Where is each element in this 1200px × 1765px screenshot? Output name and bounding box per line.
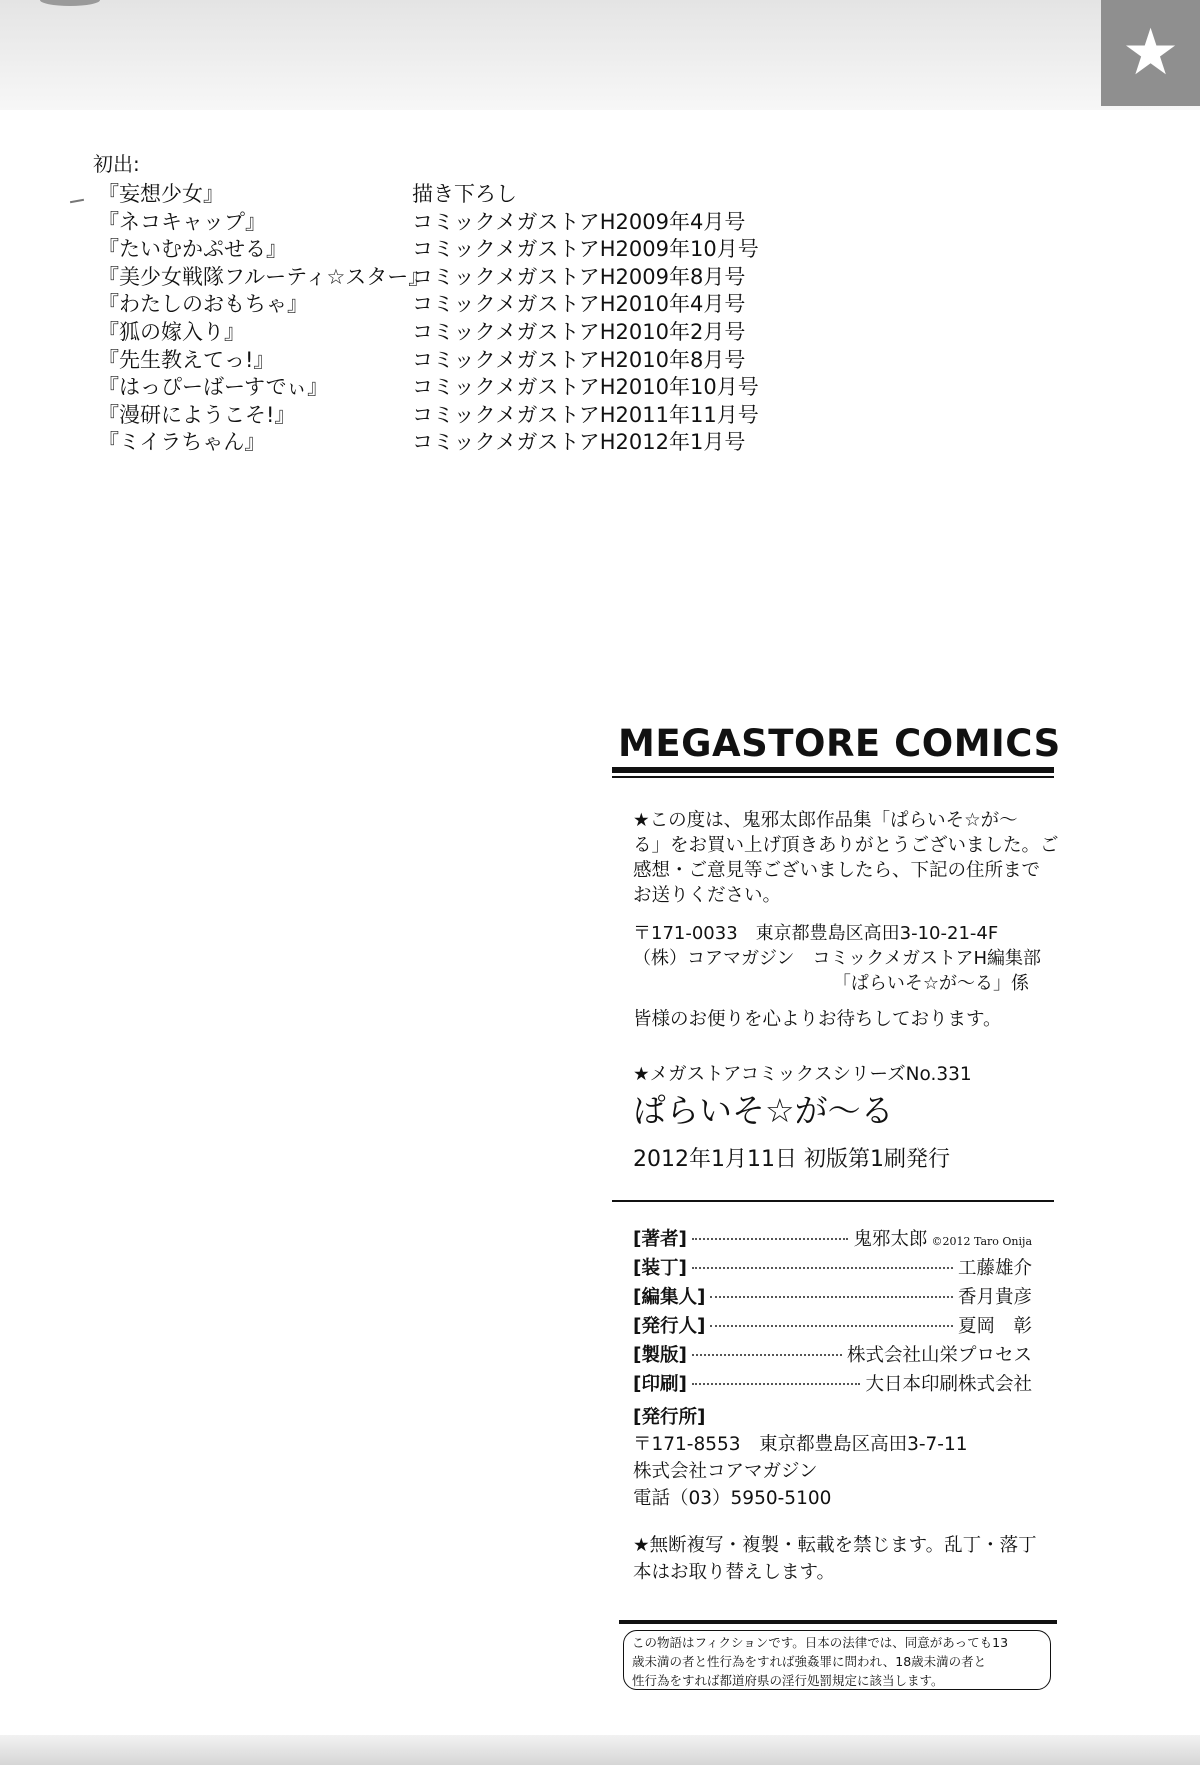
- story-source: コミックメガストアH2010年10月号: [412, 375, 759, 400]
- story-title: 『漫研にようこそ!』: [98, 402, 296, 427]
- address-line: （株）コアマガジン コミックメガストアH編集部: [633, 948, 1042, 969]
- copyright-mark: ©2012 Taro Onija: [931, 1235, 1032, 1248]
- story-title: 『わたしのおもちゃ』: [98, 292, 308, 317]
- story-title: 『はっぴーばーすでぃ』: [98, 375, 329, 400]
- fiction-notice-box: [623, 1630, 1051, 1690]
- credit-row: [633, 1283, 1032, 1312]
- story-source: コミックメガストアH2009年8月号: [412, 264, 746, 289]
- credit-value: 大日本印刷株式会社: [865, 1374, 1032, 1395]
- bottom-scan-band: [0, 1735, 1200, 1765]
- credit-label: [編集人]: [633, 1287, 706, 1308]
- address-line: 「ぱらいそ☆が〜る」係: [832, 973, 1029, 994]
- credit-row: [633, 1370, 1032, 1399]
- fiction-line: 性行為をすれば都道府県の淫行処罰規定に該当します。: [632, 1673, 944, 1688]
- logo-rule-thick: [612, 767, 1054, 773]
- credit-label: [製版]: [633, 1345, 687, 1366]
- story-source: コミックメガストアH2010年4月号: [412, 292, 746, 317]
- credits-list: [633, 1225, 1032, 1399]
- story-source: コミックメガストアH2011年11月号: [412, 402, 759, 427]
- star-icon: ★: [1121, 16, 1180, 90]
- thanks-line: 感想・ご意見等ございましたら、下記の住所まで: [633, 860, 1041, 881]
- leader-dots: [692, 1354, 842, 1356]
- credit-value: 夏岡 彰: [957, 1316, 1032, 1337]
- credit-label: [印刷]: [633, 1374, 687, 1395]
- credit-row: [633, 1341, 1032, 1370]
- story-source: コミックメガストアH2009年4月号: [412, 209, 746, 234]
- story-source: コミックメガストアH2009年10月号: [412, 237, 759, 262]
- story-title: 『たいむかぷせる』: [98, 237, 287, 262]
- credit-value: 株式会社山栄プロセス: [846, 1345, 1032, 1366]
- star-tab: [1101, 0, 1200, 106]
- fiction-line: 歳未満の者と性行為をすれば強姦罪に問われ、18歳未満の者と: [632, 1654, 987, 1669]
- closing-text: 皆様のお便りを心よりお待ちしております。: [633, 1009, 1002, 1030]
- leader-dots: [692, 1383, 861, 1385]
- thanks-line: お送りください。: [633, 885, 782, 906]
- story-title: 『先生教えてっ!』: [98, 347, 275, 372]
- leader-dots: [710, 1296, 953, 1298]
- story-title: 『妄想少女』: [98, 182, 224, 206]
- thanks-line: る」をお買い上げ頂きありがとうございました。ご: [633, 835, 1059, 856]
- publisher-block: [633, 1404, 968, 1512]
- publisher-label: [発行所]: [633, 1407, 706, 1428]
- credit-row: [633, 1254, 1032, 1283]
- thanks-line: ★この度は、鬼邪太郎作品集「ぱらいそ☆が〜: [633, 810, 1018, 831]
- notice-line: 本はお取り替えします。: [633, 1562, 836, 1583]
- series-logo: MEGASTORE COMICS: [618, 722, 1061, 765]
- fiction-line: この物語はフィクションです。日本の法律では、同意があっても13: [632, 1635, 1009, 1650]
- credit-label: [装丁]: [633, 1258, 687, 1279]
- edition-date: 2012年1月11日 初版第1刷発行: [633, 1147, 950, 1172]
- credit-row: [633, 1225, 1032, 1254]
- story-title: 『ミイラちゃん』: [98, 430, 266, 455]
- book-title: ぱらいそ☆が〜る: [633, 1091, 894, 1130]
- leader-dots: [692, 1267, 953, 1269]
- mail-address: [633, 921, 1042, 996]
- notice-line: ★無断複写・複製・転載を禁じます。乱丁・落丁: [633, 1535, 1037, 1556]
- logo-rule-thin: [612, 776, 1054, 778]
- story-source: コミックメガストアH2010年8月号: [412, 347, 746, 372]
- leader-dots: [692, 1238, 849, 1240]
- leader-dots: [710, 1325, 953, 1327]
- divider-rule: [612, 1200, 1054, 1202]
- bottom-rule: [619, 1620, 1057, 1624]
- publisher-company: 株式会社コアマガジン: [633, 1461, 818, 1482]
- story-source: 描き下ろし: [412, 182, 517, 206]
- story-source: コミックメガストアH2010年2月号: [412, 319, 746, 344]
- credit-value: 香月貴彦: [957, 1287, 1032, 1308]
- story-title: 『ネコキャップ』: [98, 209, 266, 234]
- publisher-phone: 電話（03）5950-5100: [633, 1488, 832, 1509]
- credit-label: [著者]: [633, 1229, 687, 1250]
- credit-row: [633, 1312, 1032, 1341]
- first-appearance-heading: 初出:: [93, 152, 140, 176]
- story-source: コミックメガストアH2012年1月号: [412, 430, 746, 455]
- publisher-postal: 〒171-8553 東京都豊島区高田3-7-11: [633, 1434, 968, 1455]
- credit-value: 鬼邪太郎: [853, 1229, 928, 1250]
- top-scan-band: [0, 0, 1200, 110]
- address-line: 〒171-0033 東京都豊島区高田3-10-21-4F: [633, 923, 999, 944]
- story-title: 『狐の嫁入り』: [98, 319, 245, 344]
- scan-mark-dash: [70, 199, 84, 203]
- credit-label: [発行人]: [633, 1316, 706, 1337]
- copyright-notice: [633, 1532, 1037, 1586]
- story-title: 『美少女戦隊フルーティ☆スター』: [98, 264, 430, 289]
- thanks-paragraph: [633, 808, 1059, 908]
- series-number: ★メガストアコミックスシリーズNo.331: [633, 1064, 972, 1085]
- credit-value: 工藤雄介: [957, 1258, 1032, 1279]
